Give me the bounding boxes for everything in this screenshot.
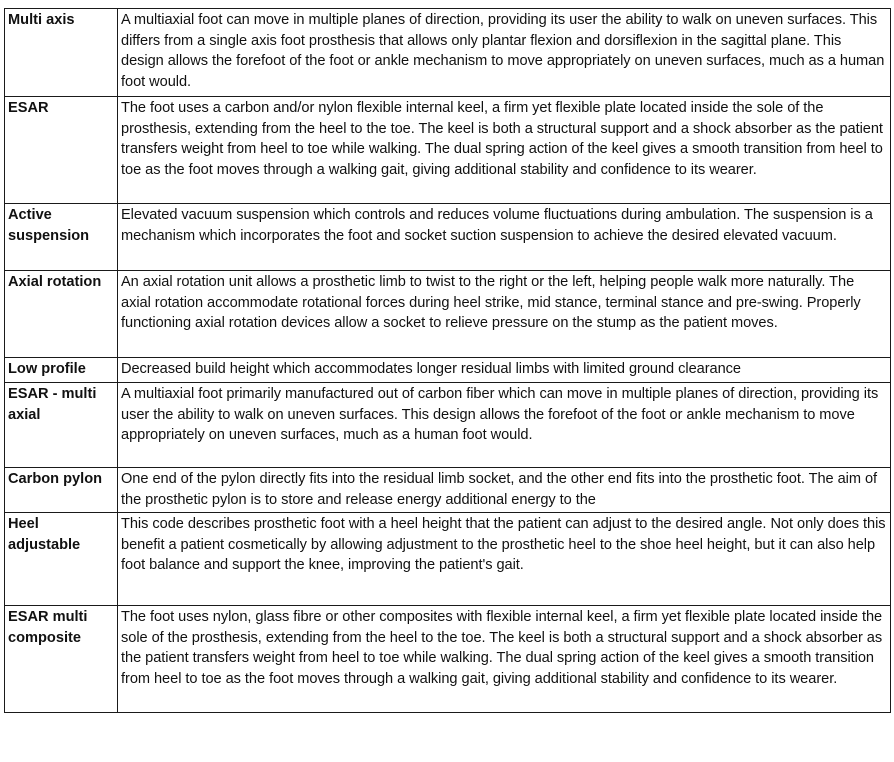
term-cell: Heel adjustable	[5, 513, 118, 606]
table-row	[5, 513, 891, 606]
table-row	[5, 468, 891, 513]
description-cell: The foot uses nylon, glass fibre or other composites with flexible internal keel, a firm yet flexible plate located inside the sole of the prosthesis, extending from the heel to the toe. The keel is both a structural support and a shock absorber as the patient transfers weight from heel to toe while walking. The dual spring action of the keel gives a smooth transition from heel to toe as the foot moves through a walking gait, giving additional stability and confidence to its wearer.	[118, 606, 891, 713]
table-row	[5, 383, 891, 468]
term-cell: Axial rotation	[5, 271, 118, 358]
term-cell: Active suspension	[5, 204, 118, 271]
table-row	[5, 9, 891, 97]
table-row	[5, 606, 891, 713]
description-cell: The foot uses a carbon and/or nylon flexible internal keel, a firm yet flexible plate located inside the sole of the prosthesis, extending from the heel to the toe. The keel is both a structural support and a shock absorber as the patient transfers weight from heel to toe while walking. The dual spring action of the keel gives a smooth transition from heel to toe as the foot moves through a walking gait, giving additional stability and confidence to its wearer.	[118, 97, 891, 204]
description-text: One end of the pylon directly fits into the residual limb socket, and the other end fits into the prosthetic foot. The aim of the prosthetic pylon is to store and release energy additional energy to the	[121, 471, 878, 508]
description-cell: A multiaxial foot primarily manufactured out of carbon fiber which can move in multiple planes of direction, providing its user the ability to walk on uneven surfaces. This design allows the forefoot of the foot or ankle mechanism to move appropriately on uneven surfaces, much as a human foot would.	[118, 383, 891, 468]
description-cell: This code describes prosthetic foot with a heel height that the patient can adjust to the desired angle. Not only does this benefit a patient cosmetically by allowing adjustment to the prosthetic heel to the shoe heel height, but it can also help foot balance and support the knee, improving the patient's gait.	[118, 513, 891, 606]
description-cell: Decreased build height which accommodates longer residual limbs with limited ground clearance	[118, 358, 891, 383]
term-cell: ESAR - multi axial	[5, 383, 118, 468]
term-cell: ESAR multi composite	[5, 606, 118, 713]
table-row	[5, 204, 891, 271]
description-cell: An axial rotation unit allows a prosthetic limb to twist to the right or the left, helping people walk more naturally. The axial rotation accommodate rotational forces during heel strike, mid stance, terminal stance and pre-swing. Properly functioning axial rotation devices allow a socket to relieve pressure on the stump as the patient moves.	[118, 271, 891, 358]
term-cell: ESAR	[5, 97, 118, 204]
document-page	[4, 8, 890, 713]
table-row	[5, 358, 891, 383]
description-cell: Elevated vacuum suspension which controls and reduces volume fluctuations during ambulation. The suspension is a mechanism which incorporates the foot and socket suction suspension to achieve the desired elevated vacuum.	[118, 204, 891, 271]
description-cell: A multiaxial foot can move in multiple planes of direction, providing its user the ability to walk on uneven surfaces. This differs from a single axis foot prosthesis that allows only plantar flexion and dorsiflexion in the sagittal plane. This design allows the forefoot of the foot or ankle mechanism to move appropriately on uneven surfaces, much as a human foot would.	[118, 9, 891, 97]
term-cell: Carbon pylon	[5, 468, 118, 513]
definitions-table	[4, 8, 891, 713]
table-row	[5, 97, 891, 204]
table-row	[5, 271, 891, 358]
term-cell: Low profile	[5, 358, 118, 383]
description-cell	[118, 468, 891, 513]
term-cell: Multi axis	[5, 9, 118, 97]
